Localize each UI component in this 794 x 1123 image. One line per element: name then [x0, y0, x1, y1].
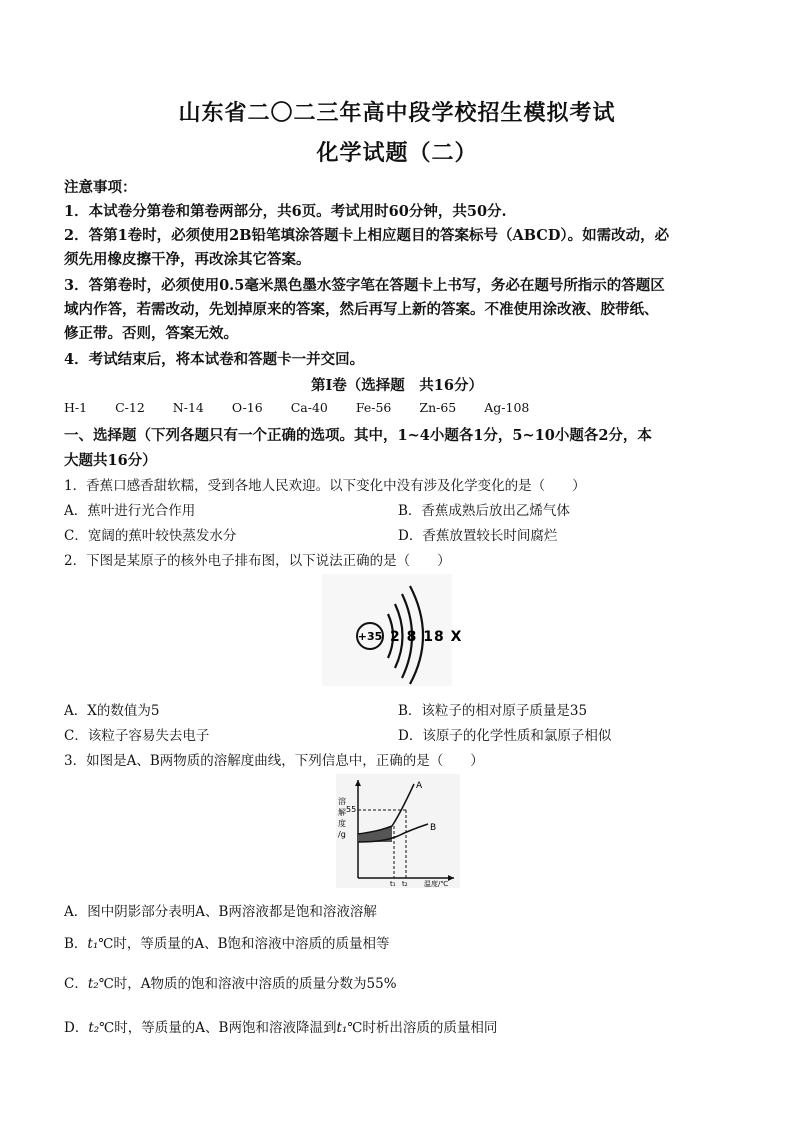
y-value-label: 55: [346, 805, 357, 814]
q2-option-b: B．该粒子的相对原子质量是35: [398, 703, 588, 719]
option-text: ℃时，等质量的A、B饱和溶液中溶质的质量相等: [98, 936, 390, 952]
temperature-symbol: t₁: [336, 1020, 348, 1036]
nucleus-charge: +35: [357, 630, 383, 643]
notice-item: 须先用橡皮擦干净，再改涂其它答案。: [64, 251, 311, 268]
q1-option-d: D．香蕉放置较长时间腐烂: [398, 528, 558, 544]
t1-label: t₁: [390, 880, 396, 888]
page-title: 山东省二〇二三年高中段学校招生模拟考试: [178, 100, 616, 126]
q3-option-c: [64, 972, 397, 992]
graph-background: [336, 774, 460, 888]
atomic-mass: H-1: [64, 400, 88, 415]
page-subtitle: 化学试题（二）: [316, 140, 478, 166]
section-title: 第Ⅰ卷（选择题 共16分）: [311, 377, 483, 394]
x-axis-label: 温度/℃: [424, 880, 449, 888]
section-instructions: 一、选择题（下列各题只有一个正确的选项。其中，1~4小题各1分，5~10小题各2分，本: [64, 427, 652, 444]
y-axis-label: 解: [338, 808, 346, 817]
q2-option-a: A．X的数值为5: [64, 703, 160, 719]
y-axis-label: 度: [338, 819, 346, 828]
curve-b-label: B: [430, 823, 437, 833]
q1-option-a: A．蕉叶进行光合作用: [64, 503, 196, 519]
temperature-symbol: t₂: [87, 976, 99, 992]
q1-option-b: B．香蕉成熟后放出乙烯气体: [398, 503, 570, 519]
option-text: ℃时，A物质的饱和溶液中溶质的质量分数为55%: [98, 976, 397, 992]
option-text: ℃时析出溶质的质量相同: [347, 1020, 498, 1036]
atomic-mass: Ca-40: [290, 400, 328, 415]
q2-option-c: C．该粒子容易失去电子: [64, 728, 210, 744]
curve-a-label: A: [416, 781, 423, 791]
question-3-stem: 3．如图是A、B两物质的溶解度曲线，下列信息中，正确的是（ ）: [64, 753, 484, 769]
atomic-mass: C-12: [115, 400, 145, 415]
q2-option-d: D．该原子的化学性质和氯原子相似: [398, 728, 612, 744]
q3-option-d: [64, 1016, 497, 1036]
option-letter: D．: [64, 1020, 89, 1036]
y-axis-label: 溶: [338, 797, 346, 806]
notice-item: 3．答第卷时，必须使用0.5毫米黑色墨水签字笔在答题卡上书写，务必在题号所指示的答题区: [64, 277, 665, 294]
option-text: ℃时，等质量的A、B两饱和溶液降温到: [99, 1020, 337, 1036]
q3-option-a: A．图中阴影部分表明A、B两溶液都是饱和溶液溶解: [64, 904, 377, 920]
notice-heading: 注意事项：: [64, 179, 137, 196]
electron-shell-diagram: [322, 574, 463, 686]
atomic-mass: O-16: [231, 400, 263, 415]
notice-item: 1．本试卷分第卷和第卷两部分，共6页。考试用时60分钟，共50分.: [64, 203, 507, 220]
solubility-curve-graph: [336, 774, 460, 888]
atomic-masses: [64, 400, 529, 415]
shell-electron-counts: 2 8 18 X: [390, 629, 463, 645]
temperature-symbol: t₁: [87, 936, 99, 952]
notice-item: 2．答第1卷时，必须使用2B铅笔填涂答题卡上相应题目的答案标号（ABCD）。如需改动，必: [64, 227, 670, 244]
t2-label: t₂: [402, 880, 408, 888]
atomic-mass: N-14: [172, 400, 204, 415]
y-axis-label: /g: [338, 830, 346, 839]
section-instructions: 大题共16分）: [64, 452, 157, 469]
q3-option-b: [64, 932, 390, 952]
option-letter: B．: [64, 936, 88, 952]
notice-item: 修正带。否则，答案无效。: [64, 325, 238, 342]
question-1-stem: 1．香蕉口感香甜软糯，受到各地人民欢迎。以下变化中没有涉及化学变化的是（ ）: [64, 478, 586, 494]
temperature-symbol: t₂: [88, 1020, 100, 1036]
atomic-mass: Fe-56: [355, 400, 392, 415]
notice-item: 域内作答，若需改动，先划掉原来的答案，然后再写上新的答案。不准使用涂改液、胶带纸、: [64, 301, 659, 318]
question-2-stem: 2．下图是某原子的核外电子排布图，以下说法正确的是（ ）: [64, 553, 451, 569]
atomic-mass: Ag-108: [484, 400, 530, 415]
atomic-mass: Zn-65: [419, 400, 457, 415]
option-letter: C．: [64, 976, 88, 992]
notice-item: 4．考试结束后，将本试卷和答题卡一并交回。: [64, 351, 365, 368]
q1-option-c: C．宽阔的蕉叶较快蒸发水分: [64, 528, 237, 544]
